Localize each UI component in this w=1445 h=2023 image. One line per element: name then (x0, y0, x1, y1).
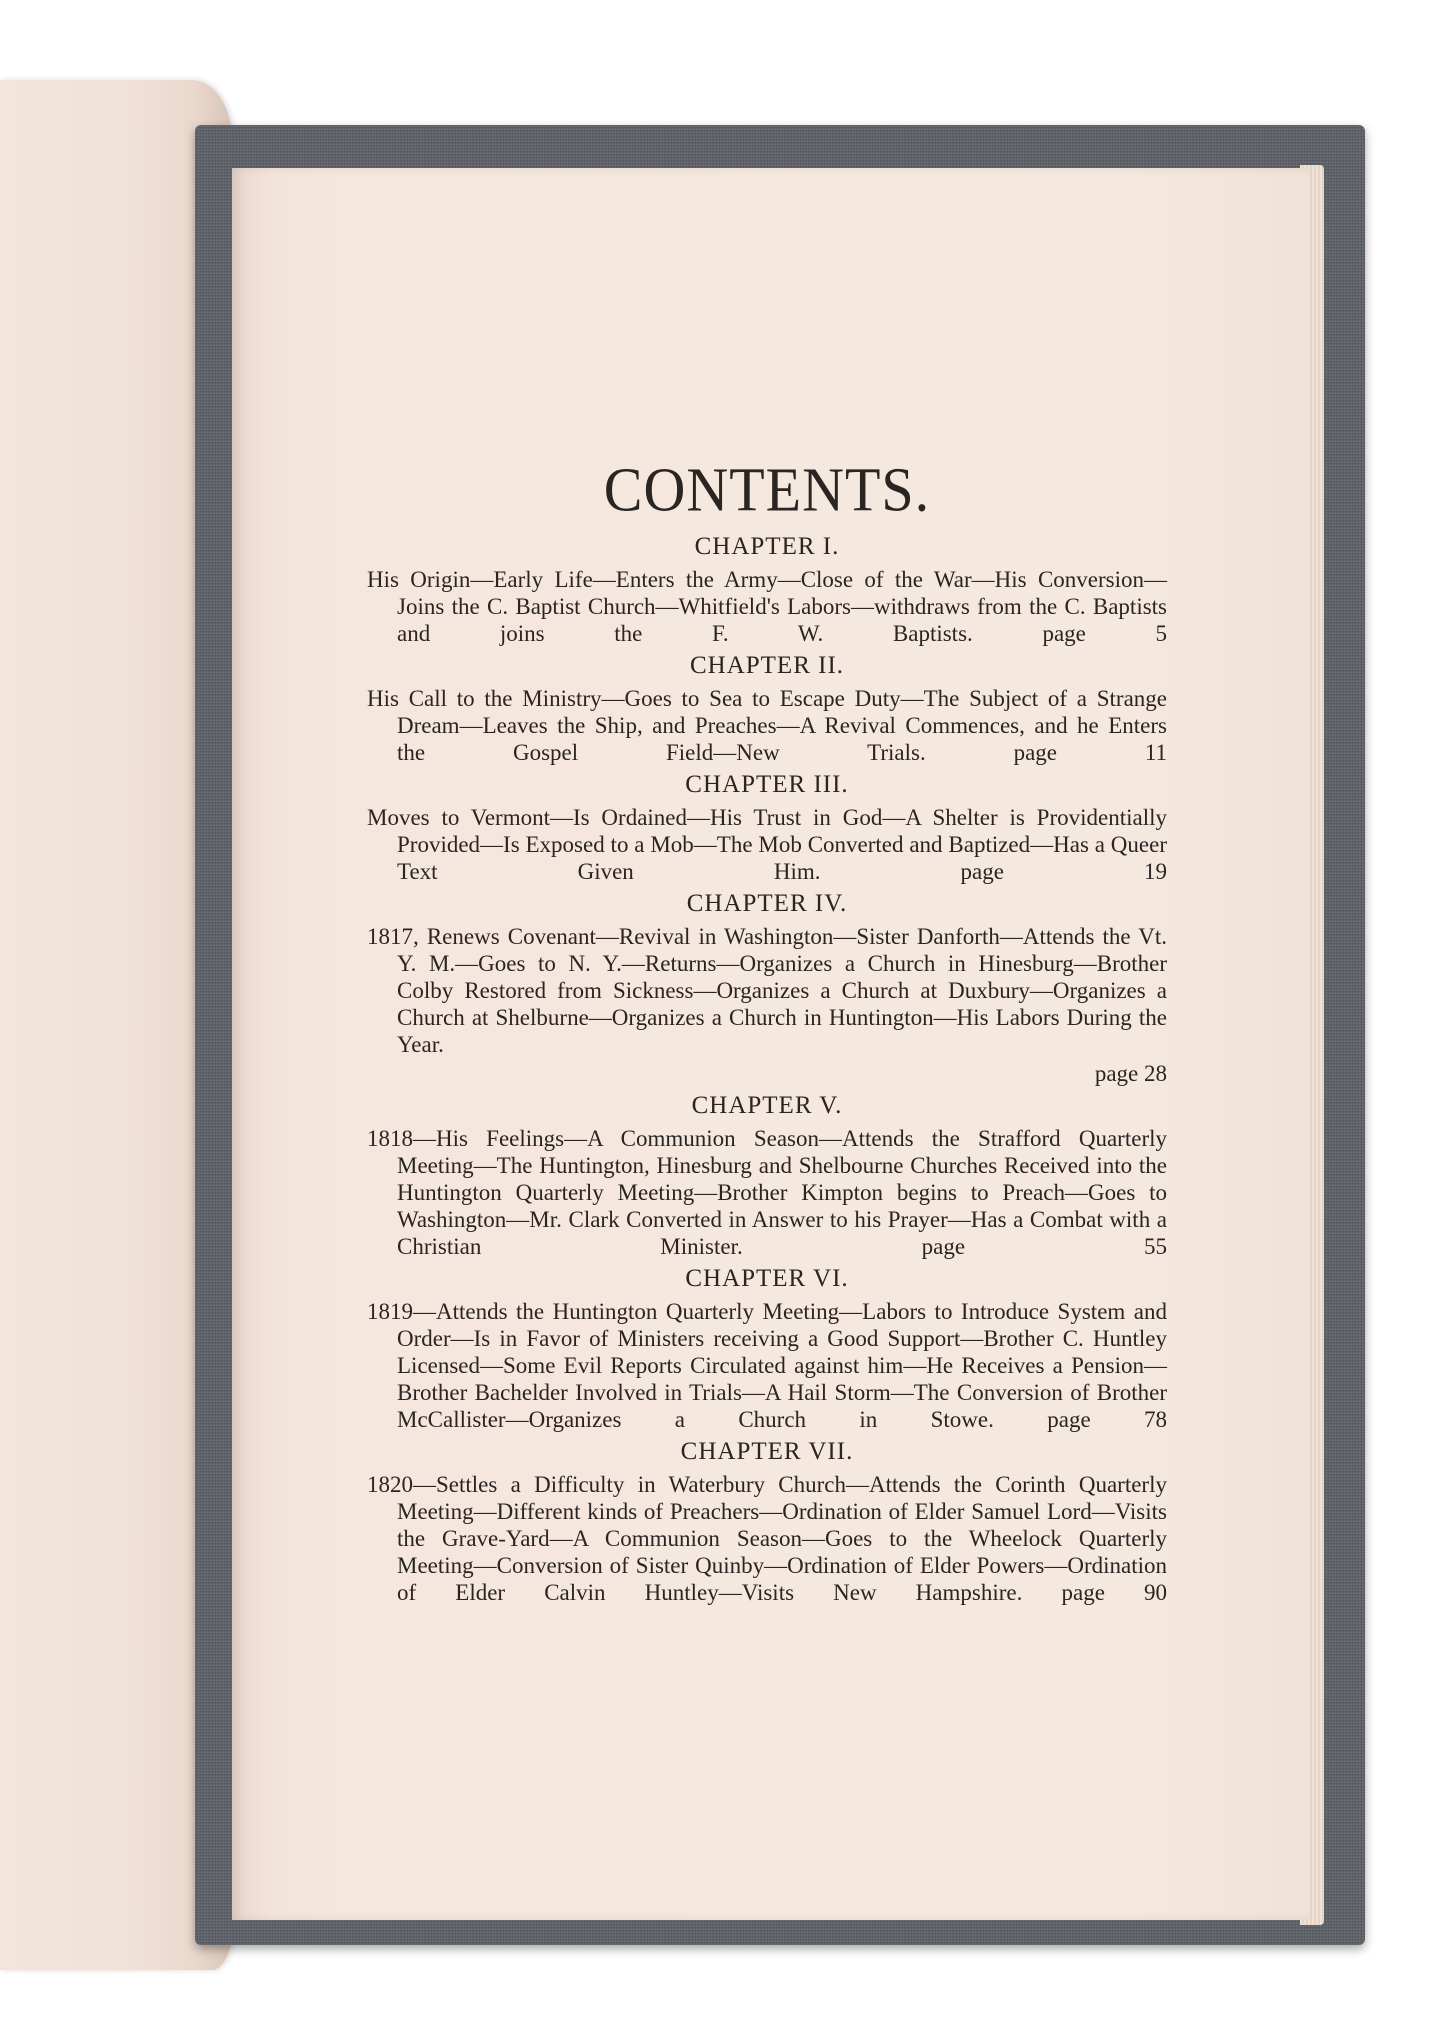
chapter-entry-3 (367, 770, 1167, 885)
chapter-summary-text: 1820—Settles a Difficulty in Waterbury Church—Attends the Corinth Quarterly Meeting—Different kinds of Preachers—Ordination of Elder Samuel Lord—Visits the Grave-Yard—A Communion Season—Goes to the Wheelock Quarterly Meeting—Conversion of Sister Quinby—Ordination of Elder Powers—Ordination of Elder Calvin Huntley—Visits New Hampshire. (367, 1471, 1167, 1605)
chapter-page-ref: page 55 (921, 1233, 1168, 1259)
chapter-page-ref: page 19 (960, 858, 1167, 884)
chapter-summary (367, 1471, 1167, 1606)
chapter-page-ref: page 90 (1061, 1579, 1168, 1605)
contents-page (232, 168, 1310, 1920)
chapter-entry-1 (367, 532, 1167, 647)
chapter-entry-5 (367, 1091, 1167, 1260)
chapter-heading: CHAPTER V. (691, 1091, 843, 1119)
chapter-heading: CHAPTER II. (689, 651, 845, 679)
chapter-page-ref: page 28 (1094, 1060, 1167, 1086)
chapter-page-ref: page 5 (1042, 620, 1168, 646)
chapter-summary-text: 1817, Renews Covenant—Revival in Washington—Sister Danforth—Attends the Vt. Y. M.—Goes to N. Y.—Returns—Organizes a Church in Hinesburg—Brother Colby Restored from Sickness—Organizes a Church at Duxbury—Organizes a Church at Shelburne—Organizes a Church in Huntington—His Labors During the Year. (367, 923, 1167, 1057)
chapter-entry-2 (367, 651, 1167, 766)
chapter-heading: CHAPTER I. (694, 532, 840, 560)
chapter-entry-4 (367, 889, 1167, 1087)
chapter-page-ref: page 11 (1013, 739, 1167, 765)
chapter-summary-text: 1818—His Feelings—A Communion Season—Attends the Strafford Quarterly Meeting—The Huntington, Hinesburg and Shelbourne Churches Received into the Huntington Quarterly Meeting—Brother Kimpton begins to Preach—Goes to Washington—Mr. Clark Converted in Answer to his Prayer—Has a Combat with a Christian Minister. (367, 1125, 1167, 1259)
chapter-heading: CHAPTER IV. (686, 889, 848, 917)
chapter-summary (367, 923, 1167, 1058)
chapter-heading: CHAPTER III. (685, 770, 849, 798)
chapter-page-ref: page 78 (1047, 1406, 1168, 1432)
chapter-heading: CHAPTER VII. (680, 1437, 854, 1465)
contents-title: CONTENTS. (603, 454, 931, 525)
chapter-summary (367, 1125, 1167, 1260)
chapter-summary (367, 1298, 1167, 1433)
chapter-heading: CHAPTER VI. (685, 1264, 849, 1292)
chapter-summary (367, 804, 1167, 885)
chapter-entry-7 (367, 1437, 1167, 1606)
chapter-summary-text: His Call to the Ministry—Goes to Sea to Escape Duty—The Subject of a Strange Dream—Leaves the Ship, and Preaches—A Revival Commences, and he Enters the Gospel Field—New Trials. (367, 685, 1167, 765)
chapter-summary-text: 1819—Attends the Huntington Quarterly Meeting—Labors to Introduce System and Order—Is in Favor of Ministers receiving a Good Support—Brother C. Huntley Licensed—Some Evil Reports Circulated against him—He Receives a Pension—Brother Bachelder Involved in Trials—A Hail Storm—The Conversion of Brother McCallister—Organizes a Church in Stowe. (367, 1298, 1167, 1432)
chapter-summary (367, 685, 1167, 766)
chapter-summary-text: His Origin—Early Life—Enters the Army—Close of the War—His Conversion—Joins the C. Baptist Church—Whitfield's Labors—withdraws from the C. Baptists and joins the F. W. Baptists. (367, 566, 1167, 646)
chapter-summary-text: Moves to Vermont—Is Ordained—His Trust in God—A Shelter is Providentially Provided—Is Exposed to a Mob—The Mob Converted and Baptized—Has a Queer Text Given Him. (367, 804, 1167, 884)
chapter-summary (367, 566, 1167, 647)
chapter-entry-6 (367, 1264, 1167, 1433)
table-of-contents (367, 454, 1168, 1608)
